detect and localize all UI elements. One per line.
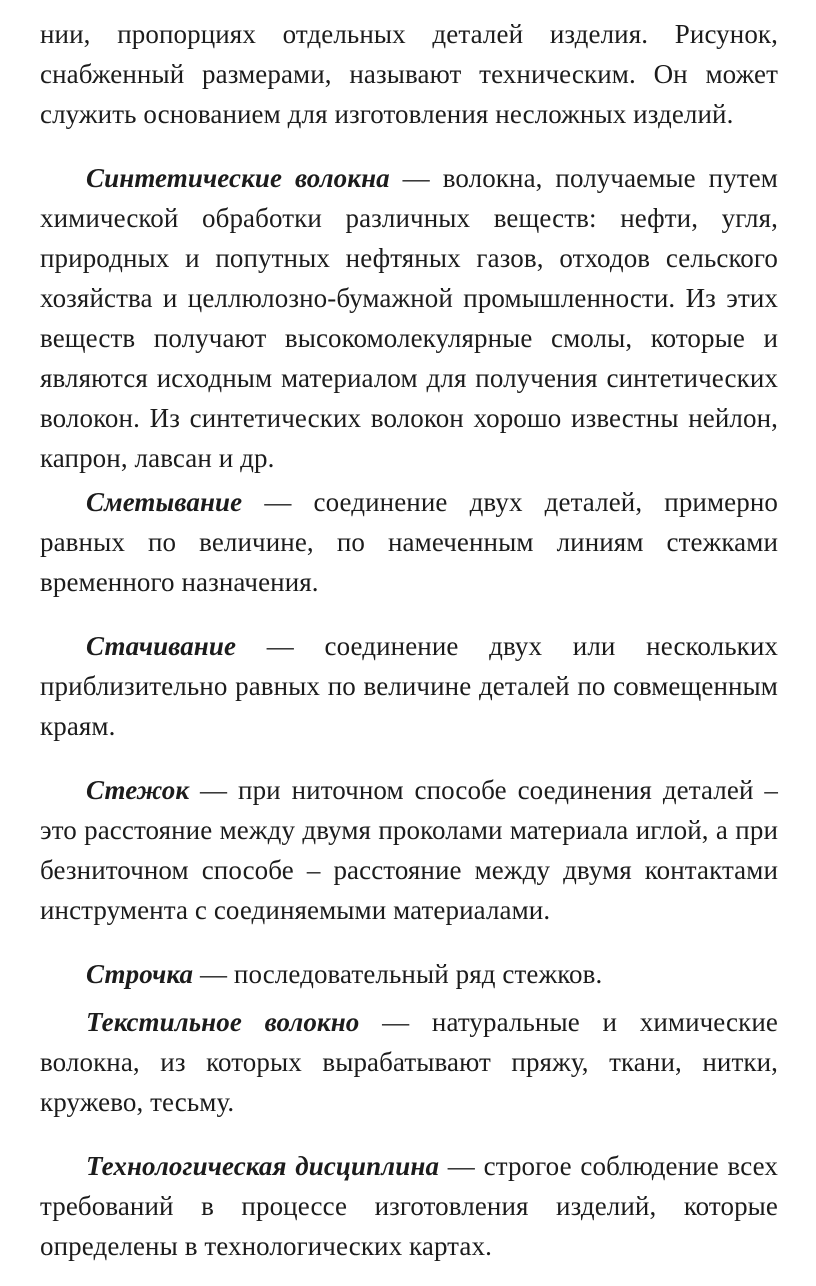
entry-term: Синтетические волокна — [86, 163, 390, 193]
entry-term: Текстильное волокно — [86, 1007, 360, 1037]
entry-dash: — — [189, 775, 239, 805]
entry-synthetic-fibers — [40, 158, 778, 478]
entry-dash: — — [359, 1007, 432, 1037]
entry-term: Технологическая дисциплина — [86, 1151, 440, 1181]
entry-definition: натуральные и химические волокна, из которых вырабатывают пряжу, ткани, нитки, кружево, тесьму. — [40, 1007, 778, 1117]
entry-dash: — — [242, 487, 314, 517]
paragraph-text: нии, пропорциях отдельных деталей изделия. Рисунок, снабженный размерами, называют техническим. Он может служить основанием для изготовления несложных изделий. — [40, 19, 778, 129]
entry-dash: — — [439, 1151, 484, 1181]
paragraph-continuation — [40, 14, 778, 134]
entry-term: Стачивание — [86, 631, 237, 661]
entry-basting — [40, 482, 778, 602]
entry-definition: соединение двух деталей, примерно равных по величине, по намеченным линиям стежками временного назначения. — [40, 487, 778, 597]
entry-dash: — — [389, 163, 443, 193]
entry-definition: волокна, получаемые путем химической обработки различных веществ: нефти, угля, природных и попутных нефтяных газов, отходов сельского хозяйства и целлюлозно-бумажной промышленности. Из этих веществ получают высокомолекулярные смолы, которые и являются исходным материалом для получения синтетических волокон. Из синтетических волокон хорошо известны нейлон, капрон, лавсан и др. — [40, 163, 778, 473]
document-page — [40, 14, 778, 1266]
entry-dash: — — [193, 959, 234, 989]
entry-seam-line — [40, 954, 778, 994]
entry-dash: — — [236, 631, 325, 661]
entry-term: Стежок — [86, 775, 190, 805]
entry-term: Сметывание — [86, 487, 243, 517]
entry-definition: соединение двух или нескольких приблизительно равных по величине деталей по совмещенным краям. — [40, 631, 778, 741]
entry-technological-discipline — [40, 1146, 778, 1266]
entry-definition: последовательный ряд стежков. — [233, 959, 603, 989]
entry-term: Строчка — [86, 959, 194, 989]
entry-stitch — [40, 770, 778, 930]
entry-definition: при ниточном способе соединения деталей – это расстояние между двумя проколами материала иглой, а при безниточном способе – расстояние между двумя контактами инструмента с соединяемыми материалами. — [40, 775, 778, 925]
entry-definition: строгое соблюдение всех требований в процессе изготовления изделий, которые определены в технологических картах. — [40, 1151, 778, 1261]
entry-stitching — [40, 626, 778, 746]
entry-textile-fiber — [40, 1002, 778, 1122]
